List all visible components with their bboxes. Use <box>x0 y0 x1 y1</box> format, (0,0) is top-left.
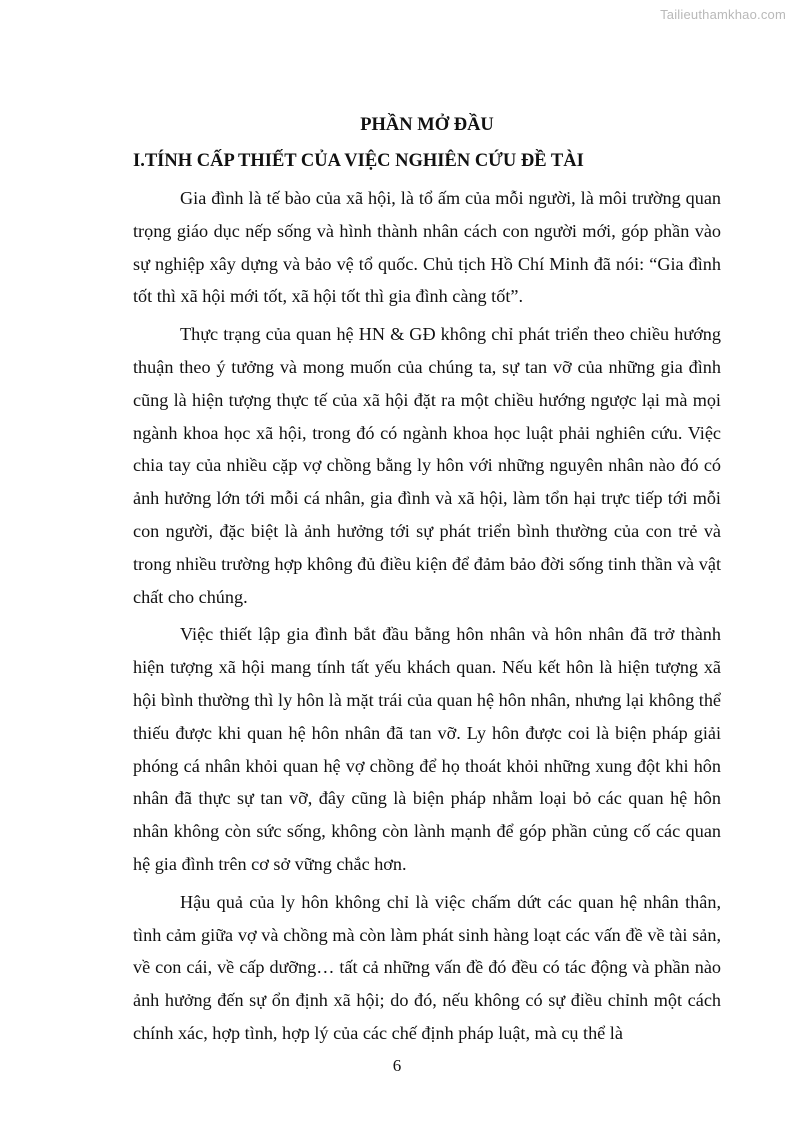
paragraph-3: Việc thiết lập gia đình bắt đầu bằng hôn nhân và hôn nhân đã trở thành hiện tượng xã hội mang tính tất yếu khách quan. Nếu kết hôn là hiện tượng xã hội bình thường thì ly hôn là mặt trái của quan hệ hôn nhân, nhưng lại không thể thiếu được khi quan hệ hôn nhân đã tan vỡ. Ly hôn được coi là biện pháp giải phóng cá nhân khỏi quan hệ vợ chồng để họ thoát khỏi những xung đột khi hôn nhân đã thực sự tan vỡ, đây cũng là biện pháp nhằm loại bỏ các quan hệ hôn nhân không còn sức sống, không còn lành mạnh để góp phần củng cố các quan hệ gia đình trên cơ sở vững chắc hơn. <box>133 624 721 874</box>
page-number: 6 <box>392 1056 402 1075</box>
chapter-title: PHẦN MỞ ĐẦU <box>360 115 494 135</box>
section-title: I.TÍNH CẤP THIẾT CỦA VIỆC NGHIÊN CỨU ĐỀ TÀI <box>133 151 584 171</box>
watermark-text: Tailieuthamkhao.com <box>660 7 786 22</box>
document-body <box>133 112 721 1050</box>
paragraph-2: Thực trạng của quan hệ HN & GĐ không chỉ phát triển theo chiều hướng thuận theo ý tưởng và mong muốn của chúng ta, sự tan vỡ của những gia đình cũng là hiện tượng thực tế của xã hội đặt ra một chiều hướng ngược lại mà mọi ngành khoa học xã hội, trong đó có ngành khoa học luật phải nghiên cứu. Việc chia tay của nhiều cặp vợ chồng bằng ly hôn với những nguyên nhân nào đó có ảnh hưởng lớn tới mỗi cá nhân, gia đình và xã hội, làm tổn hại trực tiếp tới mỗi con người, đặc biệt là ảnh hưởng tới sự phát triển bình thường của con trẻ và trong nhiều trường hợp không đủ điều kiện để đảm bảo đời sống tinh thần và vật chất cho chúng. <box>133 324 721 607</box>
paragraph-4: Hậu quả của ly hôn không chỉ là việc chấm dứt các quan hệ nhân thân, tình cảm giữa vợ và chồng mà còn làm phát sinh hàng loạt các vấn đề về tài sản, về con cái, về cấp dưỡng… tất cả những vấn đề đó đều có tác động và phần nào ảnh hưởng đến sự ổn định xã hội; do đó, nếu không có sự điều chỉnh một cách chính xác, hợp tình, hợp lý của các chế định pháp luật, mà cụ thể là <box>133 891 721 1043</box>
paragraph-1: Gia đình là tế bào của xã hội, là tổ ấm của mỗi người, là môi trường quan trọng giáo dục nếp sống và hình thành nhân cách con người mới, góp phần vào sự nghiệp xây dựng và bảo vệ tổ quốc. Chủ tịch Hồ Chí Minh đã nói: “Gia đình tốt thì xã hội mới tốt, xã hội tốt thì gia đình càng tốt”. <box>133 188 721 307</box>
